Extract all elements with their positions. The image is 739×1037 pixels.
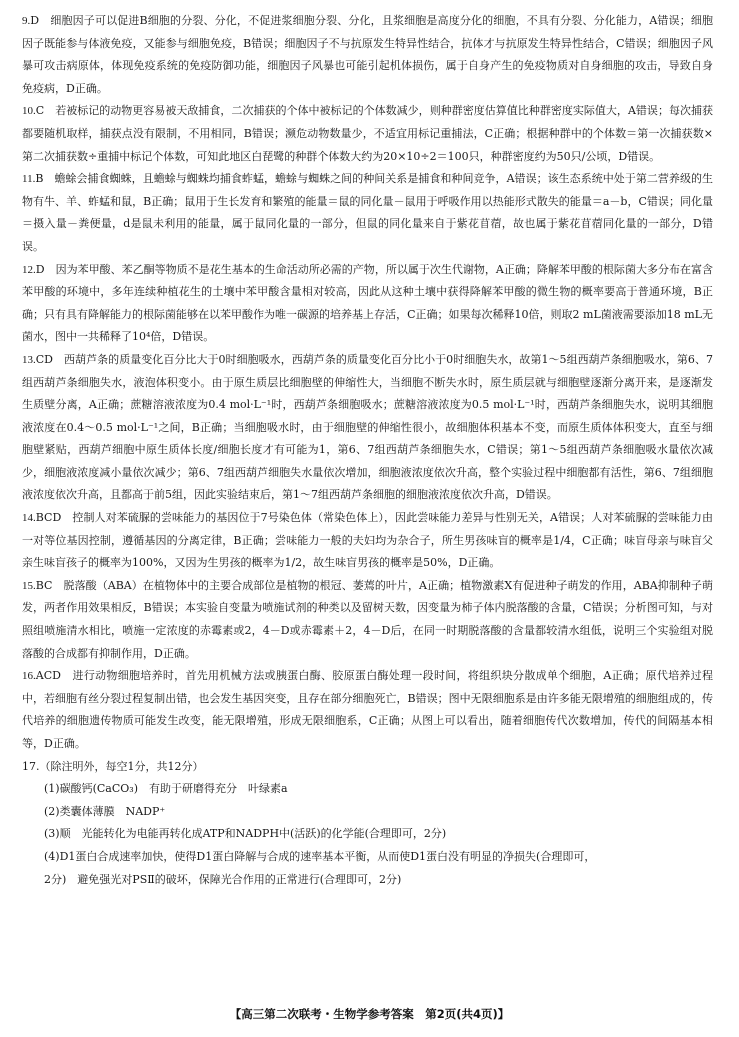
answer-item: [22, 575, 713, 665]
answer-item: [22, 259, 713, 349]
answer-number: 14.: [22, 512, 36, 525]
question-17-number: 17.: [22, 759, 40, 773]
answer-text: D 因为苯甲酸、苯乙酮等物质不是花生基本的生命活动所必需的产物，所以属于次生代谢物，A正确；降解苯甲酸的根际菌大多分布在富含苯甲酸的环境中，多年连续种植花生的土壤中苯甲酸含量相对较高，因此从这种土壤中获得降解苯甲酸的微生物的概率要高于普通环境，B正确；只有具有降解能力的根际菌能够在以苯甲酸作为唯一碳源的培养基上存活，C正确；如果每次稀释10倍，则取2 mL菌液需要添加18 mL无菌水，图中一共稀释了10⁴倍，D错误。: [22, 262, 713, 344]
answer-text: BC 脱落酸（ABA）在植物体中的主要合成部位是植物的根冠、萎蔫的叶片，A正确；植物激素X有促进种子萌发的作用，ABA抑制种子萌发，两者作用效果相反，B错误；本实验自变量为喷施试剂的种类以及留树天数，因变量为柿子体内脱落酸的含量，C错误；分析图可知，与对照组喷施清水相比，喷施一定浓度的赤霉素或2，4－D或赤霉素＋2，4－D后，在同一时期脱落酸的含量都较清水组低，说明三个实验组对脱落酸的合成都有抑制作用，D正确。: [22, 578, 713, 660]
answer-number: 15.: [22, 579, 36, 592]
answer-item: [22, 349, 713, 507]
question-17-part-2: (2)类囊体薄膜 NADP⁺: [44, 804, 166, 818]
answer-number: 11.: [22, 173, 36, 186]
answer-text: D 细胞因子可以促进B细胞的分裂、分化，不促进浆细胞分裂、分化，且浆细胞是高度分化的细胞，不具有分裂、分化能力，A错误；细胞因子既能参与体液免疫，又能参与细胞免疫，B错误；细胞因子不与抗原发生特异性结合，抗体才与抗原发生特异性结合，C错误；细胞因子风暴可攻击病原体，体现免疫系统的免疫防御功能，细胞因子风暴也可能引起机体损伤，属于自身产生的免疫物质对自身细胞的攻击，导致自身免疫病，D正确。: [22, 14, 713, 95]
answer-text: BCD 控制人对苯硫脲的尝味能力的基因位于7号染色体（常染色体上），因此尝味能力差异与性别无关，A错误；人对苯硫脲的尝味能力由一对等位基因控制，遵循基因的分离定律，B正确；尝味能力一般的夫妇均为杂合子，所生男孩味盲的概率是1/4，C正确；味盲母亲与味盲父亲生味盲孩子的概率为100%，又因为生男孩的概率为1/2，故生味盲男孩的概率是50%，D正确。: [22, 511, 713, 570]
answer-text: C 若被标记的动物更容易被天敌捕食，二次捕获的个体中被标记的个体数减少，则种群密度估算值比种群密度实际值大，A错误；每次捕获都要随机取样，捕获点没有限制，不用相同，B错误；濒危动物数量少，不适宜用标记重捕法，C正确；根据种群中的个体数＝第一次捕获数×第二次捕获数÷重捕中标记个体数，可知此地区白琵鹭的种群个体数大约为20×10÷2＝100只，种群密度约为50只/公顷，D错误。: [22, 104, 713, 163]
answer-number: 12.: [22, 263, 36, 276]
answer-item: [22, 507, 713, 575]
page-footer: 【高三第二次联考・生物学参考答案 第2页(共4页)】: [229, 1007, 510, 1021]
answer-text: B 蟾蜍会捕食蜘蛛，且蟾蜍与蜘蛛均捕食蚱蜢，蟾蜍与蜘蛛之间的种间关系是捕食和种间竞争，A错误；该生态系统中处于第二营养级的生物有牛、羊、蚱蜢和鼠，B正确；鼠用于生长发育和繁殖的能量＝鼠的同化量－鼠用于呼吸作用以热能形式散失的能量＝a－b，C错误；同化量＝摄入量－粪便量，d是鼠未利用的能量，属于鼠同化量的一部分，但鼠的同化量来自于紫花苜蓿，故也属于紫花苜蓿同化量的一部分，D错误。: [22, 172, 713, 253]
answer-item: [22, 665, 713, 755]
question-17-block: [22, 756, 713, 892]
answer-number: 9.: [22, 15, 31, 27]
answer-number: 13.: [22, 353, 36, 366]
question-17-part-1: (1)碳酸钙(CaCO₃) 有助于研磨得充分 叶绿素a: [44, 782, 288, 796]
question-17-part-4: (4)D1蛋白合成速率加快，使得D1蛋白降解与合成的速率基本平衡，从而使D1蛋白没有明显的净损失(合理即可，: [44, 849, 596, 863]
question-17-part-3: (3)顺 光能转化为电能再转化成ATP和NADPH中(活跃)的化学能(合理即可，2分): [44, 827, 447, 841]
answer-item: [22, 10, 713, 100]
question-17-header: [22, 756, 713, 779]
question-17-note: （除注明外，每空1分，共12分）: [39, 759, 204, 773]
answer-number: 16.: [22, 670, 36, 683]
answer-item: [22, 168, 713, 258]
question-17-part-4-continued: 2分) 避免强光对PSⅡ的破坏，保障光合作用的正常进行(合理即可，2分): [44, 872, 402, 886]
answer-text: ACD 进行动物细胞培养时，首先用机械方法或胰蛋白酶、胶原蛋白酶处理一段时间，将组织块分散成单个细胞，A正确；原代培养过程中，若细胞有丝分裂过程复制出错，也会发生基因突变，且存在部分细胞死亡，B错误；图中无限细胞系是由许多能无限增殖的细胞组成的，传代培养的细胞遗传物质可能发生改变，能无限增殖，形成无限细胞系，C正确；从图上可以看出，随着细胞传代次数增加，传代的间隔基本相等，D正确。: [22, 669, 713, 750]
answer-text: CD 西葫芦条的质量变化百分比大于0时细胞吸水，西葫芦条的质量变化百分比小于0时细胞失水，故第1～5组西葫芦条细胞吸水，第6、7组西葫芦条细胞失水，液泡体积变小。由于原生质层比细胞壁的伸缩性大，当细胞不断失水时，原生质层就与细胞壁逐渐分离开来，是逐渐发生质壁分离，A正确；蔗糖溶液浓度为0.4 mol·L⁻¹时，西葫芦条细胞吸水；蔗糖溶液浓度为0.5 mol·L⁻¹时，西葫芦条细胞失水，说明其细胞液浓度在0.4～0.5 mol·L⁻¹之间，B正确；当细胞吸水时，由于细胞壁的伸缩性很小，故细胞体积基本不变，而原生质体体积变大，直至与细胞壁紧贴，西葫芦细胞中原生质体长度/细胞长度才有可能为1，第6、7组西葫芦条细胞失水，C错误；第1～5组西葫芦条细胞吸水量依次减少，细胞液浓度减小量依次减少；第6、7组西葫芦细胞失水量依次增加，细胞液浓度依次升高，整个实验过程中细胞都有活性，第6、7组细胞液浓度依次升高，且都高于前5组，因此实验结束后，第1～7组西葫芦条细胞的细胞液浓度依次升高，D错误。: [22, 352, 713, 502]
answer-item: [22, 100, 713, 168]
answer-number: 10.: [22, 105, 36, 118]
answer-list: [22, 10, 713, 756]
